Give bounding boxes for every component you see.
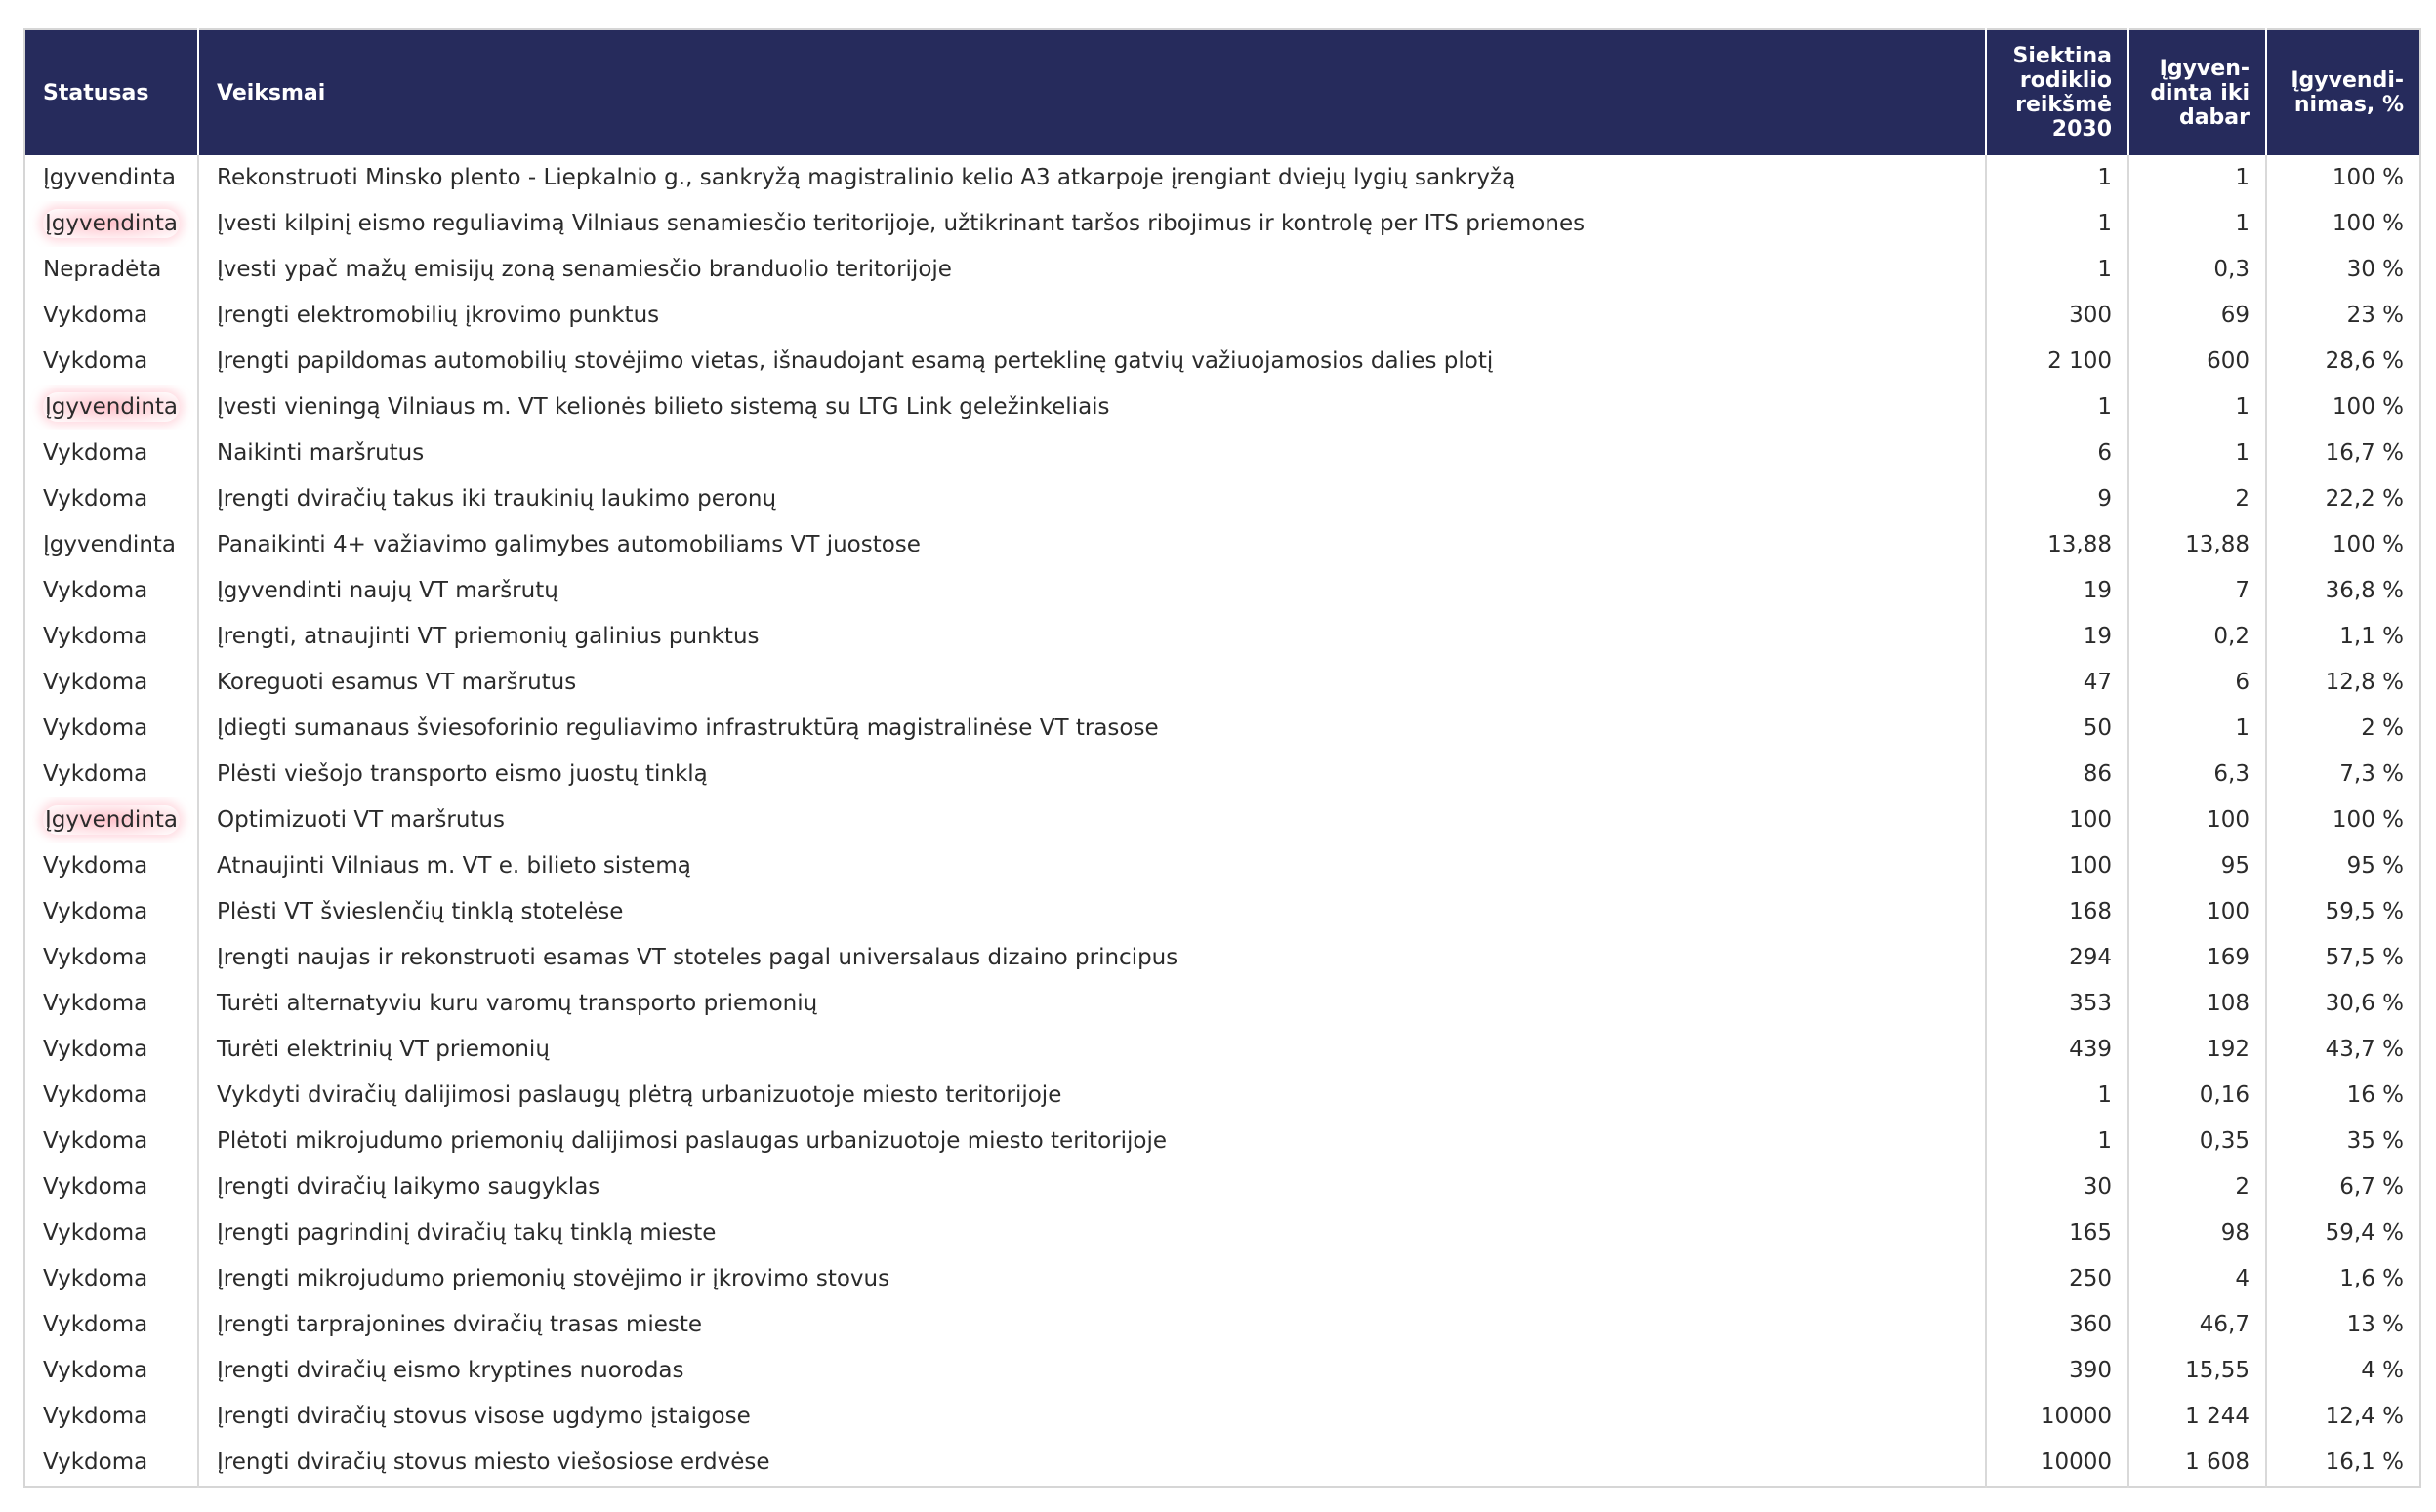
table-row <box>24 430 2420 476</box>
percent-cell: 100 % <box>2266 797 2420 843</box>
percent-cell: 100 % <box>2266 385 2420 430</box>
target-value-cell: 168 <box>1986 889 2128 935</box>
header-percent-line: Įgyvendi- <box>2291 68 2404 93</box>
action-cell: Įrengti papildomas automobilių stovėjimo vietas, išnaudojant esamą perteklinę gatvių važiuojamosios dalies plotį <box>198 339 1986 385</box>
target-value-cell: 10000 <box>1986 1394 2128 1440</box>
percent-cell: 30 % <box>2266 247 2420 293</box>
status-cell <box>24 981 198 1027</box>
percent-cell: 16,7 % <box>2266 430 2420 476</box>
action-cell: Turėti elektrinių VT priemonių <box>198 1027 1986 1073</box>
percent-cell: 7,3 % <box>2266 752 2420 797</box>
target-value-cell: 10000 <box>1986 1440 2128 1487</box>
done-value-cell: 0,16 <box>2128 1073 2266 1119</box>
target-value-cell: 360 <box>1986 1302 2128 1348</box>
table-row <box>24 1348 2420 1394</box>
status-label: Įgyvendinta <box>43 532 177 557</box>
done-value-cell: 0,3 <box>2128 247 2266 293</box>
status-cell <box>24 1073 198 1119</box>
action-cell: Panaikinti 4+ važiavimo galimybes automobiliams VT juostose <box>198 522 1986 568</box>
status-cell <box>24 430 198 476</box>
done-value-cell: 192 <box>2128 1027 2266 1073</box>
status-label: Vykdoma <box>43 670 148 695</box>
done-value-cell: 2 <box>2128 476 2266 522</box>
done-value-cell: 1 <box>2128 155 2266 201</box>
status-cell <box>24 201 198 247</box>
header-status: Statusas <box>24 29 198 155</box>
target-value-cell: 9 <box>1986 476 2128 522</box>
header-done-line: dinta iki <box>2150 80 2250 105</box>
status-cell <box>24 660 198 706</box>
done-value-cell: 100 <box>2128 889 2266 935</box>
status-label: Vykdoma <box>43 1450 148 1475</box>
done-value-cell: 0,2 <box>2128 614 2266 660</box>
percent-cell: 35 % <box>2266 1119 2420 1165</box>
table-row <box>24 706 2420 752</box>
action-cell: Įdiegti sumanaus šviesoforinio reguliavimo infrastruktūrą magistralinėse VT trasose <box>198 706 1986 752</box>
action-cell: Vykdyti dviračių dalijimosi paslaugų plėtrą urbanizuotoje miesto teritorijoje <box>198 1073 1986 1119</box>
table-row <box>24 476 2420 522</box>
status-label: Vykdoma <box>43 945 148 970</box>
status-cell <box>24 476 198 522</box>
action-cell: Įrengti tarprajonines dviračių trasas mieste <box>198 1302 1986 1348</box>
done-value-cell: 1 <box>2128 430 2266 476</box>
table-row <box>24 1073 2420 1119</box>
done-value-cell: 6,3 <box>2128 752 2266 797</box>
percent-cell: 59,5 % <box>2266 889 2420 935</box>
status-label: Vykdoma <box>43 1358 148 1383</box>
action-cell: Įrengti naujas ir rekonstruoti esamas VT stoteles pagal universalaus dizaino principus <box>198 935 1986 981</box>
done-value-cell: 600 <box>2128 339 2266 385</box>
header-target-line: rodiklio <box>2019 68 2112 93</box>
target-value-cell: 50 <box>1986 706 2128 752</box>
percent-cell: 23 % <box>2266 293 2420 339</box>
status-cell <box>24 1440 198 1487</box>
table-row <box>24 293 2420 339</box>
percent-cell: 100 % <box>2266 522 2420 568</box>
action-cell: Įrengti dviračių eismo kryptines nuorodas <box>198 1348 1986 1394</box>
status-cell <box>24 339 198 385</box>
status-label-highlighted: Įgyvendinta <box>45 394 179 420</box>
target-value-cell: 1 <box>1986 385 2128 430</box>
action-cell: Atnaujinti Vilniaus m. VT e. bilieto sistemą <box>198 843 1986 889</box>
done-value-cell: 46,7 <box>2128 1302 2266 1348</box>
action-cell: Įrengti, atnaujinti VT priemonių galinius punktus <box>198 614 1986 660</box>
table-row <box>24 155 2420 201</box>
table-row <box>24 522 2420 568</box>
header-percent-line: nimas, % <box>2293 93 2404 117</box>
done-value-cell: 2 <box>2128 1165 2266 1210</box>
percent-cell: 30,6 % <box>2266 981 2420 1027</box>
target-value-cell: 390 <box>1986 1348 2128 1394</box>
table-row <box>24 1394 2420 1440</box>
status-cell <box>24 797 198 843</box>
status-cell <box>24 293 198 339</box>
target-value-cell: 1 <box>1986 1073 2128 1119</box>
percent-cell: 100 % <box>2266 155 2420 201</box>
target-value-cell: 19 <box>1986 568 2128 614</box>
percent-cell: 59,4 % <box>2266 1210 2420 1256</box>
percent-cell: 6,7 % <box>2266 1165 2420 1210</box>
status-label: Vykdoma <box>43 1174 148 1200</box>
header-target-line: Siektina <box>2012 44 2112 68</box>
done-value-cell: 4 <box>2128 1256 2266 1302</box>
action-cell: Įrengti elektromobilių įkrovimo punktus <box>198 293 1986 339</box>
target-value-cell: 1 <box>1986 247 2128 293</box>
percent-cell: 1,6 % <box>2266 1256 2420 1302</box>
action-cell: Įvesti vieningą Vilniaus m. VT kelionės bilieto sistemą su LTG Link geležinkeliais <box>198 385 1986 430</box>
action-cell: Plėsti viešojo transporto eismo juostų tinklą <box>198 752 1986 797</box>
target-value-cell: 1 <box>1986 201 2128 247</box>
done-value-cell: 95 <box>2128 843 2266 889</box>
done-value-cell: 13,88 <box>2128 522 2266 568</box>
status-label: Vykdoma <box>43 1083 148 1108</box>
status-cell <box>24 935 198 981</box>
header-target <box>1986 29 2128 155</box>
table-body <box>24 155 2420 1487</box>
percent-cell: 100 % <box>2266 201 2420 247</box>
status-label: Vykdoma <box>43 1312 148 1337</box>
status-label: Vykdoma <box>43 303 148 328</box>
target-value-cell: 30 <box>1986 1165 2128 1210</box>
percent-cell: 16,1 % <box>2266 1440 2420 1487</box>
done-value-cell: 100 <box>2128 797 2266 843</box>
status-cell <box>24 1165 198 1210</box>
status-cell <box>24 385 198 430</box>
actions-table <box>23 28 2421 1488</box>
action-cell: Įvesti kilpinį eismo reguliavimą Vilniaus senamiesčio teritorijoje, užtikrinant taršos ribojimus ir kontrolę per ITS priemones <box>198 201 1986 247</box>
done-value-cell: 1 <box>2128 385 2266 430</box>
status-cell <box>24 706 198 752</box>
done-value-cell: 108 <box>2128 981 2266 1027</box>
table-row <box>24 797 2420 843</box>
action-cell: Turėti alternatyviu kuru varomų transporto priemonių <box>198 981 1986 1027</box>
status-cell <box>24 1256 198 1302</box>
status-cell <box>24 568 198 614</box>
header-target-line: 2030 <box>2051 117 2112 142</box>
done-value-cell: 1 244 <box>2128 1394 2266 1440</box>
status-label: Vykdoma <box>43 440 148 466</box>
table-row <box>24 752 2420 797</box>
status-cell <box>24 843 198 889</box>
action-cell: Įrengti dviračių takus iki traukinių laukimo peronų <box>198 476 1986 522</box>
table-row <box>24 568 2420 614</box>
target-value-cell: 294 <box>1986 935 2128 981</box>
status-label: Vykdoma <box>43 1220 148 1246</box>
header-percent <box>2266 29 2420 155</box>
table-row <box>24 889 2420 935</box>
target-value-cell: 353 <box>1986 981 2128 1027</box>
action-cell: Plėsti VT švieslenčių tinklą stotelėse <box>198 889 1986 935</box>
table-row <box>24 614 2420 660</box>
percent-cell: 57,5 % <box>2266 935 2420 981</box>
done-value-cell: 1 <box>2128 706 2266 752</box>
action-cell: Įrengti dviračių stovus miesto viešosiose erdvėse <box>198 1440 1986 1487</box>
done-value-cell: 0,35 <box>2128 1119 2266 1165</box>
done-value-cell: 98 <box>2128 1210 2266 1256</box>
done-value-cell: 169 <box>2128 935 2266 981</box>
percent-cell: 28,6 % <box>2266 339 2420 385</box>
target-value-cell: 47 <box>1986 660 2128 706</box>
target-value-cell: 6 <box>1986 430 2128 476</box>
header-actions: Veiksmai <box>198 29 1986 155</box>
percent-cell: 12,4 % <box>2266 1394 2420 1440</box>
status-label: Vykdoma <box>43 991 148 1016</box>
percent-cell: 16 % <box>2266 1073 2420 1119</box>
target-value-cell: 250 <box>1986 1256 2128 1302</box>
table-row <box>24 1119 2420 1165</box>
table-row <box>24 660 2420 706</box>
table-row <box>24 843 2420 889</box>
status-label: Vykdoma <box>43 578 148 603</box>
table-header <box>24 29 2420 155</box>
table-row <box>24 1302 2420 1348</box>
percent-cell: 22,2 % <box>2266 476 2420 522</box>
action-cell: Koreguoti esamus VT maršrutus <box>198 660 1986 706</box>
status-label: Vykdoma <box>43 899 148 924</box>
header-done-line: dabar <box>2178 104 2250 130</box>
target-value-cell: 1 <box>1986 1119 2128 1165</box>
target-value-cell: 100 <box>1986 843 2128 889</box>
status-label: Įgyvendinta <box>43 165 177 190</box>
target-value-cell: 300 <box>1986 293 2128 339</box>
status-cell <box>24 889 198 935</box>
status-label: Vykdoma <box>43 624 148 649</box>
table-row <box>24 1256 2420 1302</box>
status-cell <box>24 1119 198 1165</box>
status-cell <box>24 614 198 660</box>
target-value-cell: 165 <box>1986 1210 2128 1256</box>
status-cell <box>24 155 198 201</box>
percent-cell: 13 % <box>2266 1302 2420 1348</box>
target-value-cell: 1 <box>1986 155 2128 201</box>
action-cell: Plėtoti mikrojudumo priemonių dalijimosi paslaugas urbanizuotoje miesto teritorijoje <box>198 1119 1986 1165</box>
percent-cell: 4 % <box>2266 1348 2420 1394</box>
action-cell: Įrengti mikrojudumo priemonių stovėjimo ir įkrovimo stovus <box>198 1256 1986 1302</box>
action-cell: Įrengti dviračių laikymo saugyklas <box>198 1165 1986 1210</box>
done-value-cell: 6 <box>2128 660 2266 706</box>
header-target-line: reikšmė <box>2015 93 2112 117</box>
table-row <box>24 247 2420 293</box>
target-value-cell: 100 <box>1986 797 2128 843</box>
table-row <box>24 339 2420 385</box>
status-cell <box>24 1027 198 1073</box>
done-value-cell: 15,55 <box>2128 1348 2266 1394</box>
target-value-cell: 439 <box>1986 1027 2128 1073</box>
done-value-cell: 1 608 <box>2128 1440 2266 1487</box>
status-cell <box>24 1302 198 1348</box>
status-label: Nepradėta <box>43 257 162 282</box>
table-row <box>24 1440 2420 1487</box>
table-row <box>24 935 2420 981</box>
target-value-cell: 19 <box>1986 614 2128 660</box>
status-label: Vykdoma <box>43 486 148 511</box>
done-value-cell: 69 <box>2128 293 2266 339</box>
percent-cell: 36,8 % <box>2266 568 2420 614</box>
status-label: Vykdoma <box>43 1266 148 1291</box>
status-cell <box>24 1394 198 1440</box>
status-label-highlighted: Įgyvendinta <box>45 211 179 236</box>
action-cell: Įgyvendinti naujų VT maršrutų <box>198 568 1986 614</box>
status-cell <box>24 1210 198 1256</box>
target-value-cell: 13,88 <box>1986 522 2128 568</box>
status-cell <box>24 247 198 293</box>
status-label-highlighted: Įgyvendinta <box>45 807 179 833</box>
table-row <box>24 201 2420 247</box>
table-row <box>24 981 2420 1027</box>
status-cell <box>24 522 198 568</box>
table-row <box>24 1165 2420 1210</box>
percent-cell: 95 % <box>2266 843 2420 889</box>
done-value-cell: 7 <box>2128 568 2266 614</box>
table-row <box>24 385 2420 430</box>
status-label: Vykdoma <box>43 761 148 787</box>
status-cell <box>24 1348 198 1394</box>
status-label: Vykdoma <box>43 1128 148 1154</box>
table-row <box>24 1027 2420 1073</box>
status-label: Vykdoma <box>43 715 148 741</box>
status-label: Vykdoma <box>43 853 148 879</box>
target-value-cell: 2 100 <box>1986 339 2128 385</box>
status-cell <box>24 752 198 797</box>
action-cell: Naikinti maršrutus <box>198 430 1986 476</box>
header-done-line: Įgyven- <box>2159 56 2250 81</box>
status-label: Vykdoma <box>43 348 148 374</box>
action-cell: Įrengti pagrindinį dviračių takų tinklą mieste <box>198 1210 1986 1256</box>
done-value-cell: 1 <box>2128 201 2266 247</box>
status-label: Vykdoma <box>43 1037 148 1062</box>
table-row <box>24 1210 2420 1256</box>
percent-cell: 2 % <box>2266 706 2420 752</box>
percent-cell: 1,1 % <box>2266 614 2420 660</box>
action-cell: Optimizuoti VT maršrutus <box>198 797 1986 843</box>
action-cell: Rekonstruoti Minsko plento - Liepkalnio g., sankryžą magistralinio kelio A3 atkarpoje įrengiant dviejų lygių sankryžą <box>198 155 1986 201</box>
percent-cell: 12,8 % <box>2266 660 2420 706</box>
status-label: Vykdoma <box>43 1404 148 1429</box>
table-container <box>23 28 2419 1488</box>
target-value-cell: 86 <box>1986 752 2128 797</box>
header-done <box>2128 29 2266 155</box>
action-cell: Įrengti dviračių stovus visose ugdymo įstaigose <box>198 1394 1986 1440</box>
percent-cell: 43,7 % <box>2266 1027 2420 1073</box>
action-cell: Įvesti ypač mažų emisijų zoną senamiesčio branduolio teritorijoje <box>198 247 1986 293</box>
